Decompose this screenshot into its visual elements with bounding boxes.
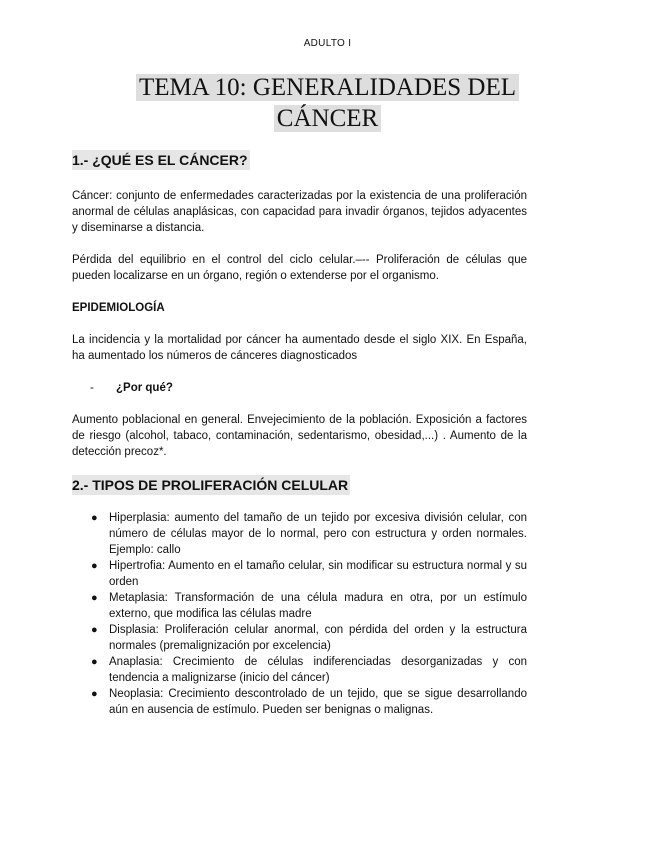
- cell-cycle-paragraph: Pérdida del equilibrio en el control del ciclo celular.–-- Proliferación de células que pueden localizarse en un órgano, región o extenderse por el organismo.: [72, 254, 527, 282]
- list-item: [72, 686, 527, 718]
- document-body: [72, 150, 527, 718]
- bullet-icon: ●: [91, 688, 98, 700]
- causes-paragraph: Aumento poblacional en general. Envejecimiento de la población. Exposición a factores de riesgo (alcohol, tabaco, contaminación, sedentarismo, obesidad,...) . Aumento de la detección precoz*.: [72, 414, 527, 458]
- bullet-icon: ●: [91, 560, 98, 572]
- list-item: [72, 590, 527, 622]
- why-subheading: [72, 380, 527, 396]
- title-line-1: TEMA 10: GENERALIDADES DEL: [136, 74, 519, 101]
- epidemiology-heading: EPIDEMIOLOGÍA: [72, 302, 165, 314]
- list-item-text: Displasia: Proliferación celular anormal, con pérdida del orden y la estructura normales (premalignización por excelencia): [109, 624, 527, 652]
- list-item-text: Hiperplasia: aumento del tamaño de un tejido por excesiva división celular, con número de células mayor de lo normal, pero con estructura y orden normales. Ejemplo: callo: [109, 512, 527, 556]
- list-item: [72, 654, 527, 686]
- proliferation-list: [72, 510, 527, 718]
- list-item: [72, 558, 527, 590]
- list-item-text: Anaplasia: Crecimiento de células indiferenciadas desorganizadas y con tendencia a malignizarse (inicio del cáncer): [109, 656, 527, 684]
- bullet-icon: ●: [91, 624, 98, 636]
- section-2-heading: 2.- TIPOS DE PROLIFERACIÓN CELULAR: [72, 477, 349, 493]
- why-label: ¿Por qué?: [116, 382, 173, 394]
- list-item: [72, 622, 527, 654]
- section-1-heading: 1.- ¿QUÉ ES EL CÁNCER?: [72, 152, 248, 168]
- bullet-icon: ●: [91, 656, 98, 668]
- dash-marker: -: [90, 382, 94, 394]
- bullet-icon: ●: [91, 512, 98, 524]
- bullet-icon: ●: [91, 592, 98, 604]
- title-line-2: CÁNCER: [274, 105, 381, 132]
- list-item-text: Neoplasia: Crecimiento descontrolado de un tejido, que se sigue desarrollando aún en ausencia de estímulo. Pueden ser benignas o malignas.: [109, 688, 527, 716]
- cancer-definition: Cáncer: conjunto de enfermedades caracterizadas por la existencia de una proliferación anormal de células anaplásicas, con capacidad para invadir órganos, tejidos adyacentes y diseminarse a distancia.: [72, 190, 527, 234]
- epidemiology-paragraph: La incidencia y la mortalidad por cáncer ha aumentado desde el siglo XIX. En España, ha aumentado los números de cánceres diagnosticados: [72, 334, 527, 362]
- list-item-text: Hipertrofia: Aumento en el tamaño celular, sin modificar su estructura normal y su orden: [109, 560, 527, 588]
- list-item: [72, 510, 527, 558]
- list-item-text: Metaplasia: Transformación de una célula madura en otra, por un estímulo externo, que modifica las células madre: [109, 592, 527, 620]
- page-header: ADULTO I: [303, 38, 352, 49]
- page-title: [0, 72, 655, 134]
